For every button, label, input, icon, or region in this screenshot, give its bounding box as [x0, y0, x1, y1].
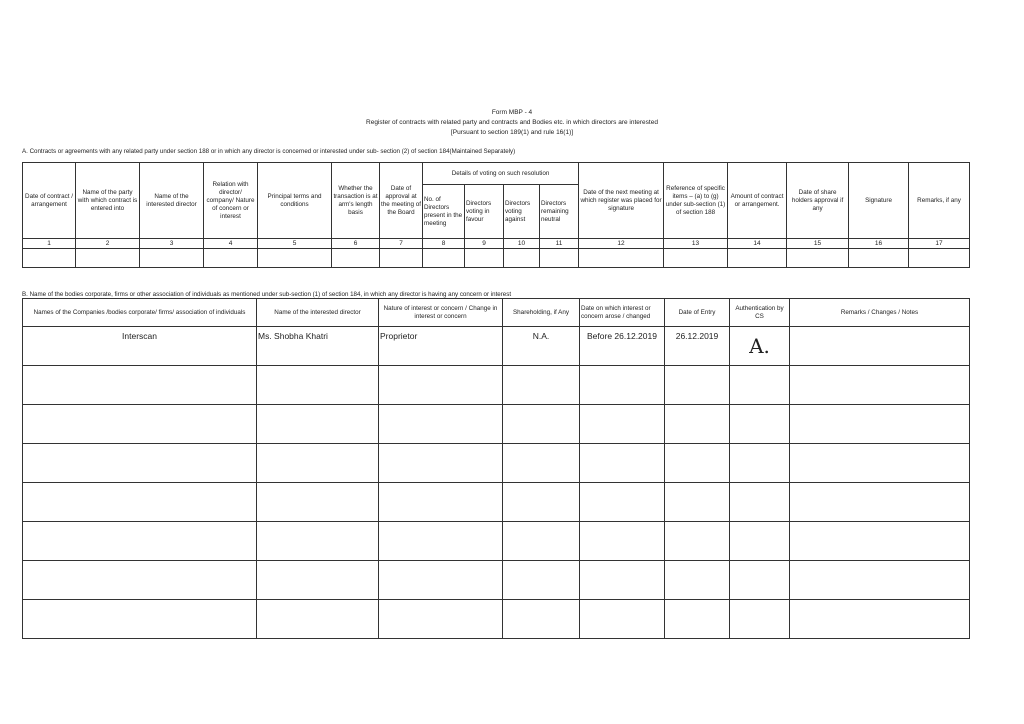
- section-a-table: [22, 162, 970, 268]
- col-number: 17: [909, 239, 970, 249]
- col-relation: Relation with director/ company/ Nature of concern or interest: [204, 163, 258, 239]
- col-interested-director: Name of the interested director: [257, 299, 379, 327]
- table-row: [23, 600, 970, 639]
- col-number: 11: [540, 239, 579, 249]
- section-a-heading: A. Contracts or agreements with any related party under section 188 or in which any director is concerned or interested under sub- section (2) of section 184(Maintained Separately): [22, 148, 516, 155]
- table-row: [23, 522, 970, 561]
- table-row: [23, 483, 970, 522]
- col-next-meeting: Date of the next meeting at which register was placed for signature: [579, 163, 664, 239]
- section-b-table: [22, 298, 970, 639]
- col-date-of-contract: Date of contract / arrangement: [23, 163, 76, 239]
- col-voting-against: Directors voting against: [504, 185, 540, 239]
- col-remarks: Remarks, if any: [909, 163, 970, 239]
- col-number: 15: [787, 239, 849, 249]
- col-date-of-entry: Date of Entry: [665, 299, 730, 327]
- col-reference-items: Reference of specific items – (a) to (g) under sub-section (1) of section 188: [664, 163, 728, 239]
- col-remarks-notes: Remarks / Changes / Notes: [790, 299, 970, 327]
- col-number: 8: [423, 239, 465, 249]
- col-number: 13: [664, 239, 728, 249]
- form-subtitle: Register of contracts with related party and contracts and Bodies etc. in which directors are interested: [366, 119, 658, 126]
- form-subtitle-2: [Pursuant to section 189(1) and rule 16(1)]: [450, 129, 574, 136]
- entry-shareholding: N.A.: [503, 327, 580, 366]
- col-number: 14: [728, 239, 787, 249]
- col-date-arose: Date on which interest or concern arose / changed: [580, 299, 665, 327]
- table-row: [23, 444, 970, 483]
- table-row: [23, 327, 970, 366]
- entry-company: Interscan: [23, 327, 257, 366]
- section-b-heading: B. Name of the bodies corporate, firms or other association of individuals as mentioned under sub-section (1) of section 184, in which any director is having any concern or interest: [22, 291, 512, 298]
- form-title: Form MBP - 4: [491, 109, 533, 116]
- entry-director: Ms. Shobha Khatri: [257, 327, 379, 366]
- authentication-signature: A.: [730, 327, 790, 366]
- col-number: 6: [332, 239, 380, 249]
- col-number: 1: [23, 239, 76, 249]
- col-group-voting: Details of voting on such resolution: [423, 163, 579, 185]
- col-remaining-neutral: Directors remaining neutral: [540, 185, 579, 239]
- col-number: 5: [258, 239, 332, 249]
- table-row: [23, 366, 970, 405]
- col-amount: Amount of contract or arrangement.: [728, 163, 787, 239]
- col-shareholding: Shareholding, if Any: [503, 299, 580, 327]
- entry-date-arose: Before 26.12.2019: [580, 327, 665, 366]
- col-party-name: Name of the party with which contract is entered into: [76, 163, 140, 239]
- entry-nature: Proprietor: [379, 327, 503, 366]
- col-number: 16: [849, 239, 909, 249]
- col-number: 2: [76, 239, 140, 249]
- col-number: 7: [380, 239, 423, 249]
- col-shareholders-approval: Date of share holders approval if any: [787, 163, 849, 239]
- column-number-row: [23, 239, 970, 249]
- col-number: 10: [504, 239, 540, 249]
- col-interested-director: Name of the interested director: [140, 163, 204, 239]
- table-row: [23, 405, 970, 444]
- col-signature: Signature: [849, 163, 909, 239]
- col-companies: Names of the Companies /bodies corporate/ firms/ association of individuals: [23, 299, 257, 327]
- col-authentication: Authentication by CS: [730, 299, 790, 327]
- entry-date-of-entry: 26.12.2019: [665, 327, 730, 366]
- col-principal-terms: Principal terms and conditions: [258, 163, 332, 239]
- col-nature-of-interest: Nature of interest or concern / Change in interest or concern: [379, 299, 503, 327]
- col-number: 12: [579, 239, 664, 249]
- col-number: 9: [465, 239, 504, 249]
- col-directors-present: No. of Directors present in the meeting: [423, 185, 465, 239]
- col-number: 3: [140, 239, 204, 249]
- col-arms-length: Whether the transaction is at arm's length basis: [332, 163, 380, 239]
- col-board-approval-date: Date of approval at the meeting of the Board: [380, 163, 423, 239]
- col-voting-favour: Directors voting in favour: [465, 185, 504, 239]
- table-row: [23, 561, 970, 600]
- col-number: 4: [204, 239, 258, 249]
- table-row: [23, 249, 970, 268]
